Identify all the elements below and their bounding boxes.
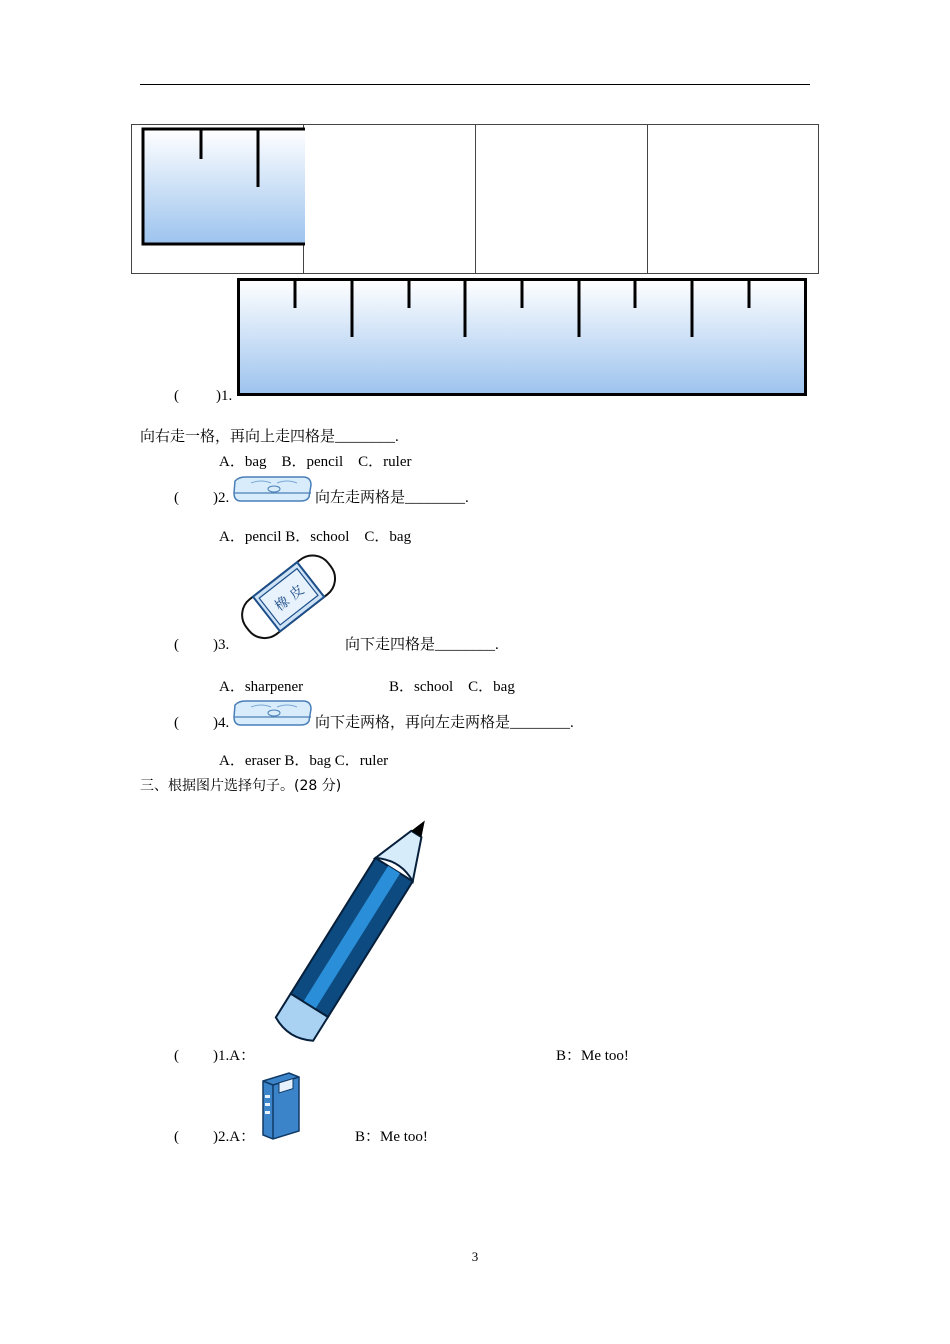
q4-options: A．eraser B．bag C．ruler	[219, 753, 389, 769]
pencil-case-icon	[231, 475, 313, 503]
s3-q1-paren: (	[174, 1048, 179, 1064]
pencil-icon	[259, 797, 455, 1061]
svg-text:橡 皮: 橡 皮	[272, 582, 308, 615]
q4-paren: (	[174, 715, 179, 731]
section3-heading: 三、根据图片选择句子。(28 分)	[140, 778, 342, 794]
s3-q1-number: )1.A：	[213, 1048, 256, 1064]
s3-q2-number: )2.A：	[213, 1129, 256, 1145]
q3-prompt: 向下走四格是________.	[345, 637, 499, 653]
q1-options: A．bag B．pencil C．ruler	[219, 454, 412, 470]
q4-prompt: 向下走两格，再向左走两格是________.	[315, 715, 574, 731]
q2-prompt: 向左走两格是________.	[315, 490, 469, 506]
q1-paren: (	[174, 388, 179, 404]
grid-divider	[647, 125, 648, 273]
grid-divider	[475, 125, 476, 273]
q3-paren: (	[174, 637, 179, 653]
s3-q1-reply: B：Me too!	[556, 1048, 629, 1064]
q4-number: )4.	[213, 715, 230, 731]
q2-paren: (	[174, 490, 179, 506]
q1-prompt: 向右走一格，再向上走四格是________.	[140, 429, 399, 445]
ruler-icon	[140, 126, 305, 248]
q3-options-bc: B．school C．bag	[389, 679, 515, 695]
q2-number: )2.	[213, 490, 230, 506]
q3-option-a: A．sharpener	[219, 679, 304, 695]
eraser-icon	[231, 548, 344, 648]
s3-q2-reply: B：Me too!	[355, 1129, 428, 1145]
pencil-case-icon	[231, 699, 313, 727]
ruler-image	[236, 277, 809, 397]
q2-options: A．pencil B．school C．bag	[219, 529, 412, 545]
page-number: 3	[471, 1249, 479, 1264]
header-rule	[140, 84, 810, 85]
q1-number: )1.	[216, 388, 233, 404]
s3-q2-paren: (	[174, 1129, 179, 1145]
q3-number: )3.	[213, 637, 230, 653]
book-icon	[259, 1071, 303, 1141]
